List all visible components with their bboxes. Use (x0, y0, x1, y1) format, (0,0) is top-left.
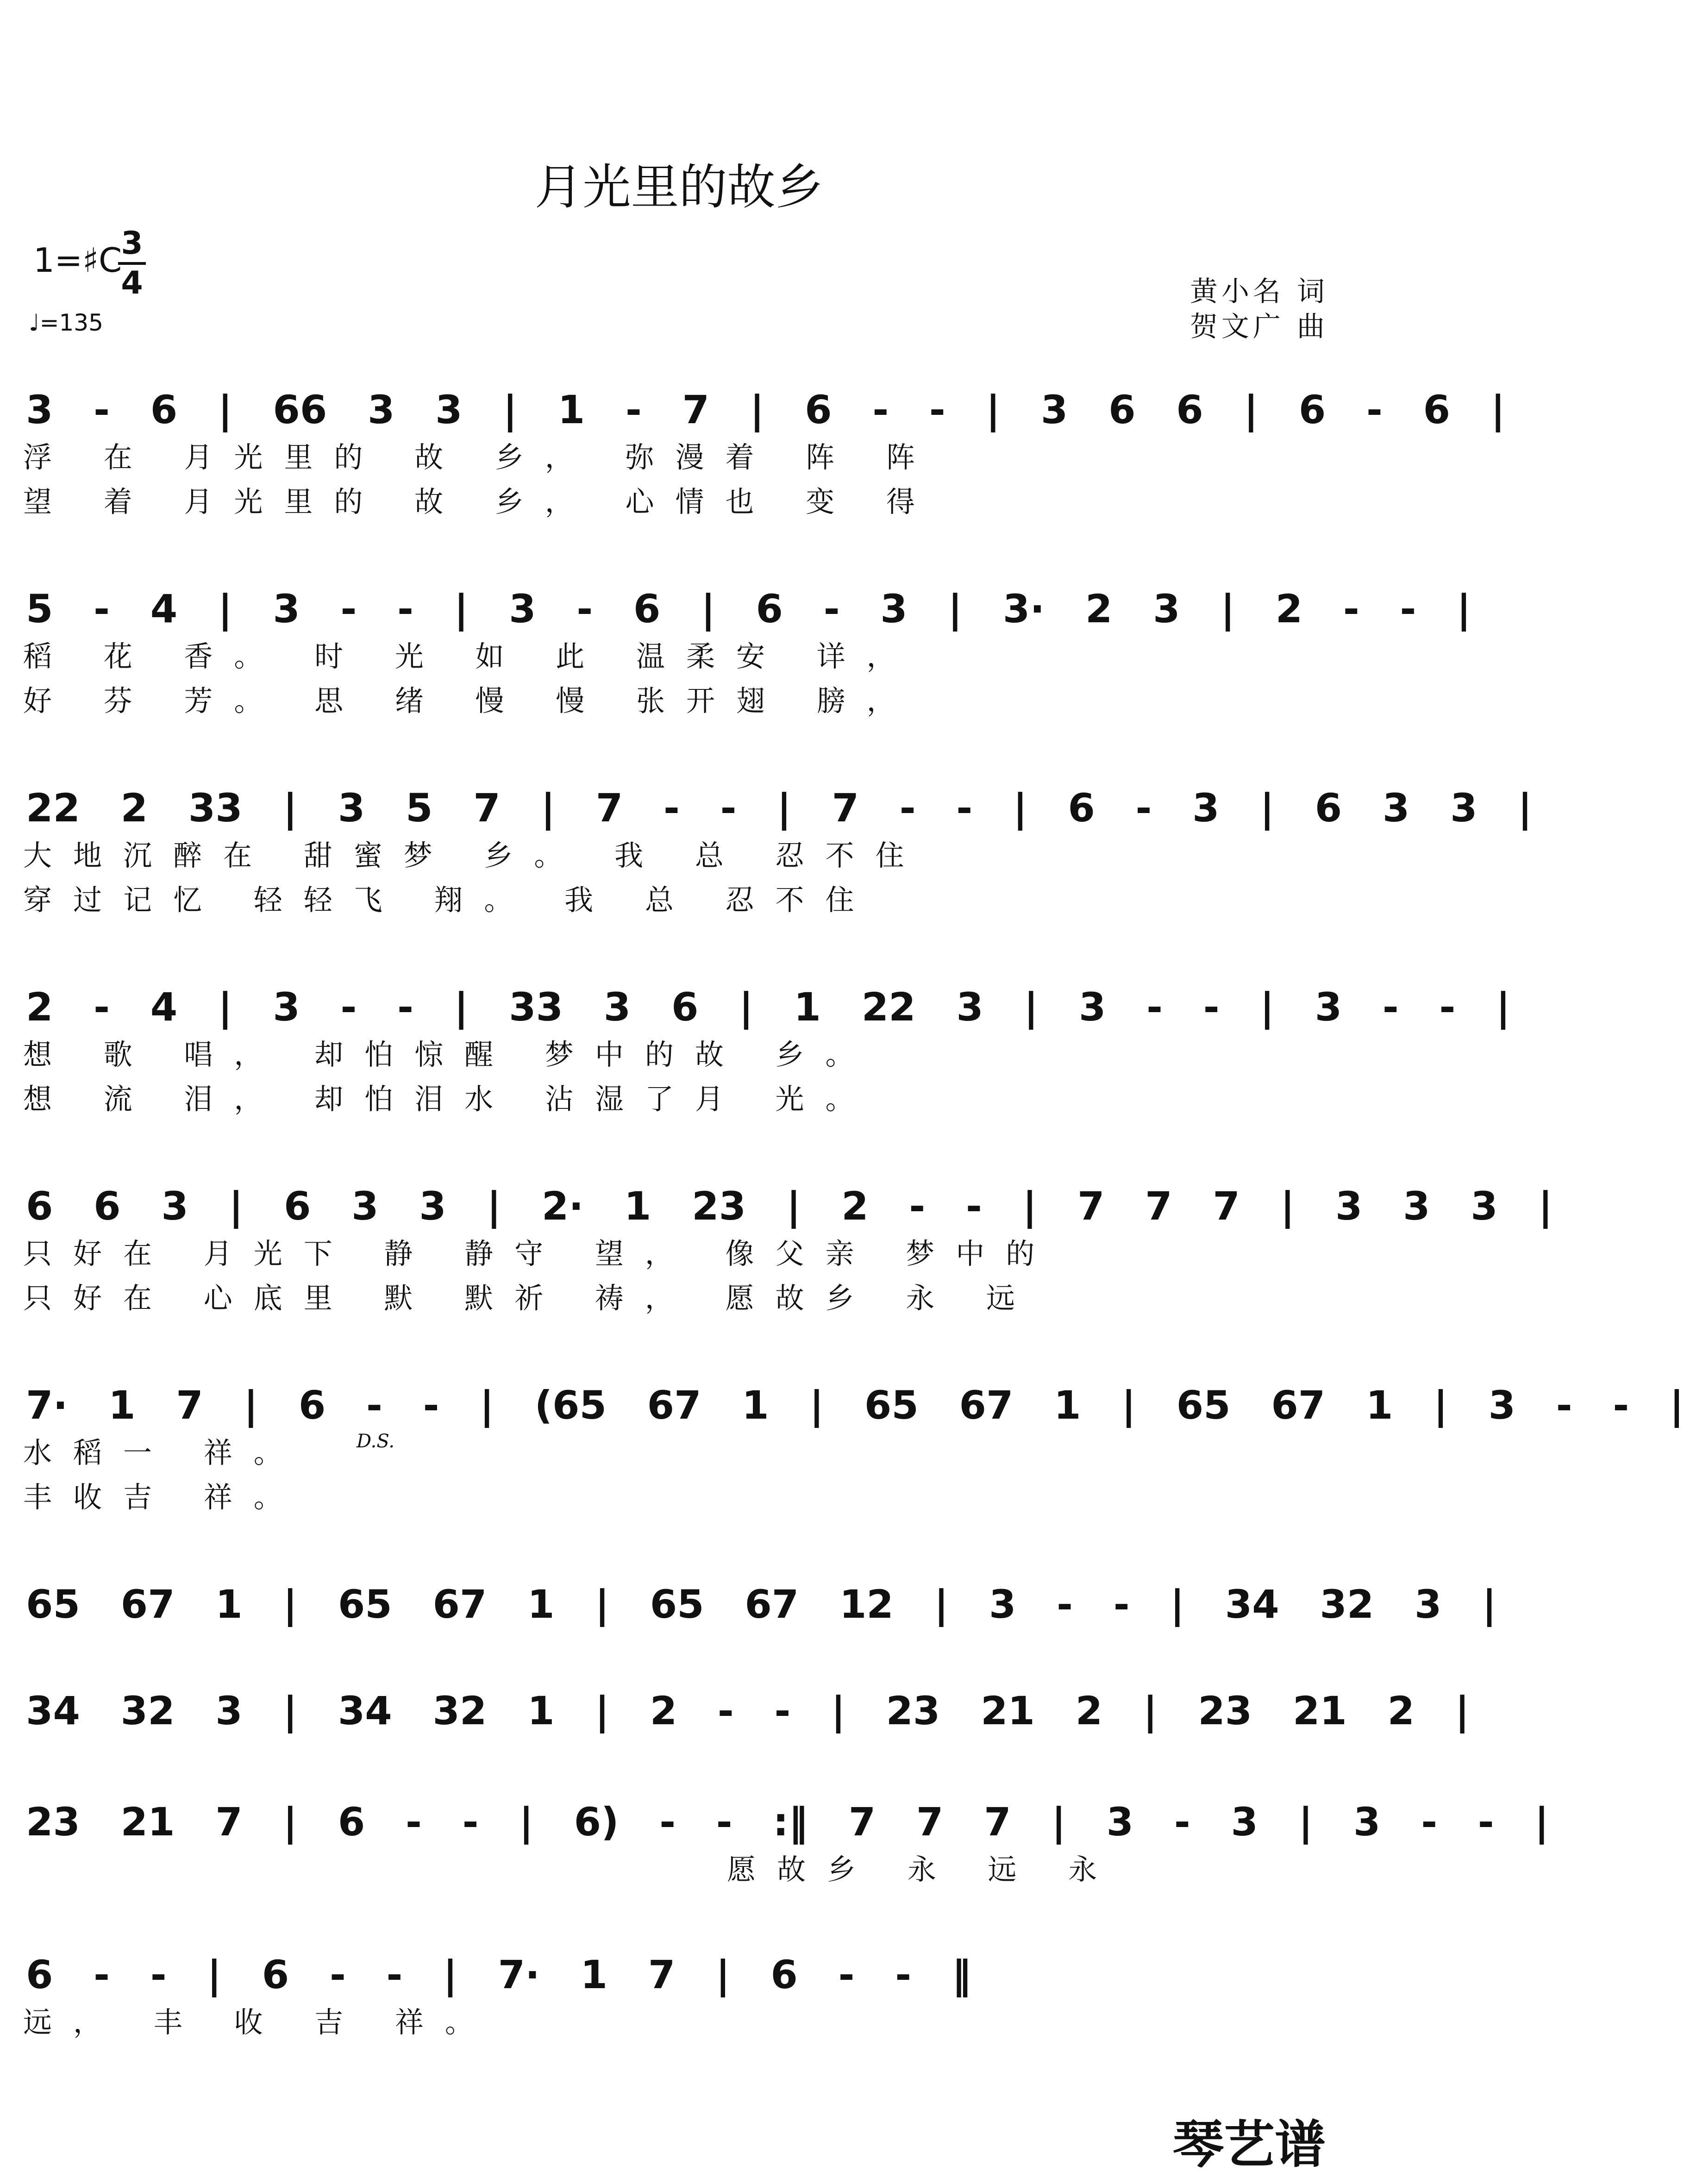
lyric-text: 大地沉醉在 甜蜜梦 乡。 我 总 忍不住 (23, 839, 926, 872)
note-text: 65 67 1 | 65 67 1 | 65 67 12 | 3 - - | 34 32 3 | (26, 1582, 1496, 1627)
ds-mark: D.S. (357, 1431, 395, 1452)
lyric-line (0, 1276, 1358, 1320)
note-text: 6 - - | 6 - - | 7· 1 7 | 6 - - ‖ (26, 1952, 971, 1997)
score-row (0, 1181, 1553, 1320)
meter-bottom: 4 (121, 265, 143, 301)
lyric-text: 望 着 月光里的 故 乡， 心情也 变 得 (23, 485, 936, 519)
lyric-line (0, 1475, 1358, 1520)
tempo-mark: ♩=135 (29, 309, 103, 336)
note-line (0, 1380, 1684, 1431)
note-text: 22 2 33 | 3 5 7 | 7 - - | 7 - - | 6 - 3 | 6 3 3 | (26, 785, 1532, 831)
score-row (0, 1380, 1684, 1520)
score-row (0, 1796, 1549, 1892)
score-row (0, 982, 1510, 1121)
lyricist-credit: 黄小名 词 (1189, 275, 1328, 308)
lyric-line (0, 634, 1358, 679)
note-line (0, 583, 1471, 634)
lyric-line (0, 679, 1358, 723)
score-row (0, 1685, 1470, 1736)
lyric-text: 稻 花 香。 时 光 如 此 温柔安 详， (23, 639, 917, 673)
note-text: 2 - 4 | 3 - - | 33 3 6 | 1 22 3 | 3 - - | 3 - - | (26, 984, 1510, 1030)
time-signature (118, 225, 146, 301)
note-text: 6 6 3 | 6 3 3 | 2· 1 23 | 2 - - | 7 7 7 | 3 3 3 | (26, 1183, 1553, 1229)
page-title: 月光里的故乡 (534, 159, 824, 215)
lyric-text: 只好在 心底里 默 默祈 祷， 愿故乡 永 远 (23, 1281, 1036, 1315)
score-row (0, 583, 1471, 723)
key-signature: 1=♯C (33, 241, 122, 280)
lyric-text: 丰收吉 祥。 (23, 1480, 304, 1514)
score-row (0, 782, 1532, 922)
lyric-line (0, 1431, 1358, 1475)
composer-credit: 贺文广 曲 (1189, 311, 1328, 343)
lyric-text: 只好在 月光下 静 静守 望， 像父亲 梦中的 (23, 1237, 1056, 1270)
note-line (0, 384, 1505, 435)
meter-top: 3 (121, 225, 143, 262)
lyric-line (0, 1232, 1358, 1276)
note-text: 23 21 7 | 6 - - | 6) - - :‖ 7 7 7 | 3 - 3 | 3 - - | (26, 1799, 1549, 1845)
score-row (0, 384, 1505, 524)
lyric-line (0, 435, 1358, 480)
note-text: 3 - 6 | 66 3 3 | 1 - 7 | 6 - - | 3 6 6 | 6 - 6 | (26, 387, 1505, 432)
lyric-text: 水稻一 祥。 (23, 1436, 304, 1470)
lyric-text: 愿故乡 永 远 永 (727, 1852, 1119, 1886)
note-line (0, 1949, 1358, 2000)
lyric-line (0, 833, 1358, 878)
note-line (0, 1579, 1496, 1630)
note-line (0, 982, 1510, 1033)
site-logo: 琴艺谱 (1173, 2115, 1326, 2174)
lyric-line (0, 1847, 1358, 1892)
score-row (0, 1579, 1496, 1630)
note-text: 5 - 4 | 3 - - | 3 - 6 | 6 - 3 | 3· 2 3 | 2 - - | (26, 586, 1471, 632)
lyric-text: 远， 丰 收 吉 祥。 (23, 2005, 495, 2039)
score-row (0, 1949, 1358, 2045)
note-line (0, 1685, 1470, 1736)
lyric-text: 浮 在 月光里的 故 乡， 弥漫着 阵 阵 (23, 440, 936, 474)
lyric-line (0, 1077, 1358, 1121)
note-line (0, 782, 1532, 833)
lyric-text: 想 流 泪， 却怕泪水 沾湿了月 光。 (23, 1082, 876, 1116)
lyric-text: 穿过记忆 轻轻飞 翔。 我 总 忍不住 (23, 883, 876, 917)
note-line (0, 1181, 1553, 1232)
note-text: 34 32 3 | 34 32 1 | 2 - - | 23 21 2 | 23 21 2 | (26, 1688, 1470, 1733)
note-line (0, 1796, 1549, 1847)
note-text: 7· 1 7 | 6 - - | (65 67 1 | 65 67 1 | 65 67 1 | 3 - - | (26, 1383, 1684, 1428)
lyric-line (0, 480, 1358, 524)
lyric-text: 好 芬 芳。 思 绪 慢 慢 张开翅 膀， (23, 684, 917, 718)
lyric-line (0, 878, 1358, 922)
lyric-line (0, 1033, 1358, 1077)
lyric-line (0, 2000, 1358, 2045)
lyric-text: 想 歌 唱， 却怕惊醒 梦中的故 乡。 (23, 1038, 876, 1071)
